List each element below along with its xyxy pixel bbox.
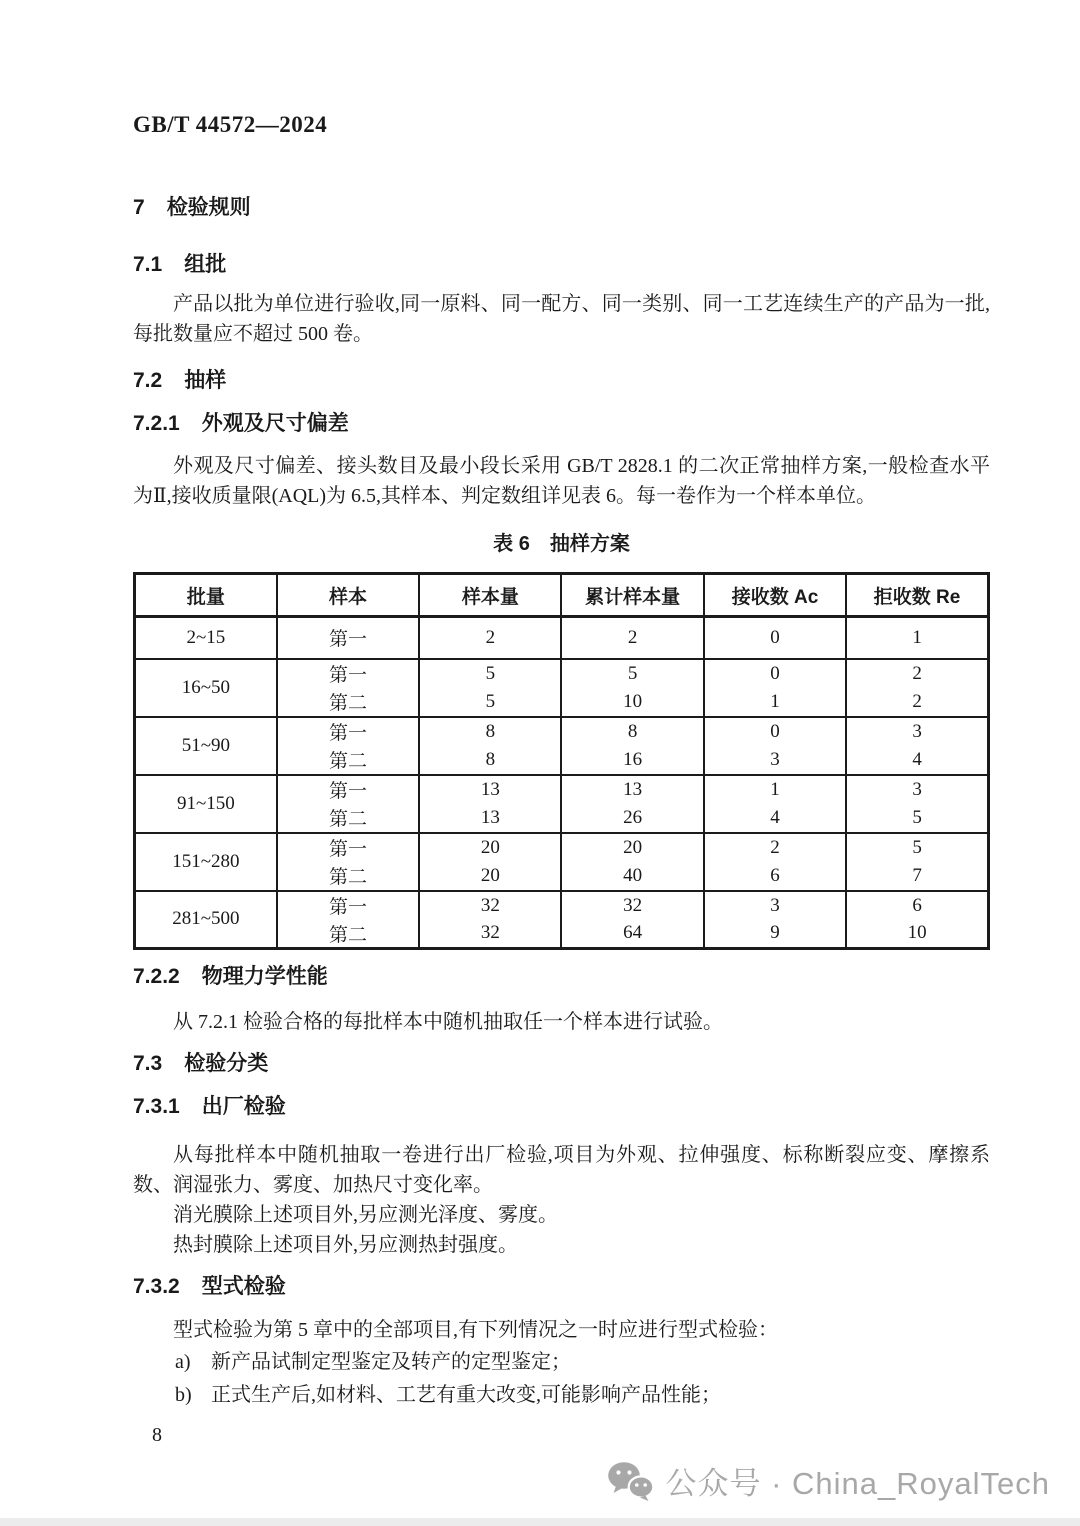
sample-cell: 第二 [277,862,419,891]
batch-cell: 16~50 [135,659,277,717]
sampling-plan-table [133,572,990,950]
ac-cell: 9 [704,920,846,949]
table-header-cell: 样本 [277,574,419,617]
section-title: 组批 [184,253,227,276]
re-cell: 5 [846,833,988,862]
list-item-a [133,1347,1032,1377]
size-cell: 32 [419,920,561,949]
sample-cell: 第一 [277,891,419,920]
re-cell: 6 [846,891,988,920]
list-item-text: 正式生产后,如材料、工艺有重大改变,可能影响产品性能； [211,1384,721,1406]
cum-cell: 13 [561,775,703,804]
ac-cell: 6 [704,862,846,891]
size-cell: 20 [419,862,561,891]
bottom-strip [0,1518,1080,1526]
sample-cell: 第二 [277,920,419,949]
paragraph-7-2-2: 从 7.2.1 检验合格的每批样本中随机抽取任一个样本进行试验。 [173,1011,723,1033]
section-7-2-heading [133,367,990,395]
section-7-3-2-heading [133,1273,990,1301]
table-row [135,717,989,746]
size-cell: 5 [419,688,561,717]
watermark-text: 公众号 · China_RoyalTech [665,1466,1050,1501]
paragraph-heatseal-film: 热封膜除上述项目外,另应测热封强度。 [173,1234,518,1256]
section-7-1-heading [133,251,990,279]
cum-cell: 5 [561,659,703,688]
ac-cell: 1 [704,688,846,717]
cum-cell: 32 [561,891,703,920]
section-number: 7.3 [133,1052,163,1075]
cum-cell: 20 [561,833,703,862]
table-6-caption: 表 6 抽样方案 [493,533,630,555]
ac-cell: 0 [704,659,846,688]
table-header-row [135,574,989,617]
paragraph-7-3-1: 从每批样本中随机抽取一卷进行出厂检验,项目为外观、拉伸强度、标称断裂应变、摩擦系数、润湿张力、雾度、加热尺寸变化率。 [133,1144,990,1196]
size-cell: 13 [419,804,561,833]
section-title: 外观及尺寸偏差 [201,412,349,435]
re-cell: 5 [846,804,988,833]
wechat-icon [607,1461,655,1501]
sample-cell: 第一 [277,717,419,746]
batch-cell: 281~500 [135,891,277,949]
sample-cell: 第二 [277,804,419,833]
sample-cell: 第一 [277,617,419,659]
section-7-2-2-heading [133,963,990,991]
sample-cell: 第一 [277,775,419,804]
paragraph-matte-film: 消光膜除上述项目外,另应测光泽度、雾度。 [173,1204,558,1226]
cum-cell: 64 [561,920,703,949]
table-header-cell: 批量 [135,574,277,617]
table-header-cell: 拒收数 Re [846,574,988,617]
size-cell: 20 [419,833,561,862]
cum-cell: 8 [561,717,703,746]
re-cell: 3 [846,717,988,746]
re-cell: 2 [846,659,988,688]
list-item-b [133,1380,1032,1410]
section-7-3-1-heading [133,1093,990,1121]
list-item-text: 新产品试制定型鉴定及转产的定型鉴定； [211,1351,571,1373]
ac-cell: 3 [704,746,846,775]
re-cell: 4 [846,746,988,775]
section-number: 7 [133,196,145,219]
ac-cell: 1 [704,775,846,804]
cum-cell: 10 [561,688,703,717]
cum-cell: 40 [561,862,703,891]
table-row [135,891,989,920]
section-title: 出厂检验 [201,1095,286,1118]
re-cell: 2 [846,688,988,717]
section-7-heading [133,194,990,222]
section-number: 7.3.1 [133,1095,180,1118]
table-row [135,617,989,659]
table-row [135,659,989,688]
list-item-label: a) [175,1351,191,1373]
table-row [135,775,989,804]
re-cell: 7 [846,862,988,891]
re-cell: 1 [846,617,988,659]
paragraph-7-3-1-block [133,1140,990,1260]
size-cell: 32 [419,891,561,920]
cum-cell: 16 [561,746,703,775]
table-header-cell: 接收数 Ac [704,574,846,617]
re-cell: 10 [846,920,988,949]
paragraph-7-1: 产品以批为单位进行验收,同一原料、同一配方、同一类别、同一工艺连续生产的产品为一批,每批数量应不超过 500 卷。 [133,293,990,345]
ac-cell: 0 [704,717,846,746]
re-cell: 3 [846,775,988,804]
watermark [607,1458,1050,1503]
ac-cell: 4 [704,804,846,833]
section-number: 7.1 [133,253,163,276]
size-cell: 8 [419,746,561,775]
batch-cell: 91~150 [135,775,277,833]
sample-cell: 第一 [277,659,419,688]
section-title: 型式检验 [201,1275,286,1298]
ac-cell: 2 [704,833,846,862]
table-header-cell: 累计样本量 [561,574,703,617]
section-number: 7.3.2 [133,1275,180,1298]
section-number: 7.2.2 [133,965,180,988]
standard-number: GB/T 44572—2024 [133,112,328,137]
size-cell: 5 [419,659,561,688]
table-row [135,833,989,862]
cum-cell: 2 [561,617,703,659]
batch-cell: 51~90 [135,717,277,775]
ac-cell: 3 [704,891,846,920]
section-number: 7.2 [133,369,163,392]
ac-cell: 0 [704,617,846,659]
paragraph-7-3-2: 型式检验为第 5 章中的全部项目,有下列情况之一时应进行型式检验： [173,1319,778,1341]
section-title: 检验规则 [166,196,251,219]
page-number: 8 [152,1424,162,1446]
sample-cell: 第二 [277,688,419,717]
sample-cell: 第二 [277,746,419,775]
section-7-3-heading [133,1050,990,1078]
list-item-label: b) [175,1384,192,1406]
section-title: 检验分类 [184,1052,269,1075]
section-title: 物理力学性能 [201,965,328,988]
section-number: 7.2.1 [133,412,180,435]
size-cell: 2 [419,617,561,659]
cum-cell: 26 [561,804,703,833]
sample-cell: 第一 [277,833,419,862]
batch-cell: 151~280 [135,833,277,891]
size-cell: 13 [419,775,561,804]
section-7-2-1-heading [133,410,990,438]
batch-cell: 2~15 [135,617,277,659]
table-header-cell: 样本量 [419,574,561,617]
size-cell: 8 [419,717,561,746]
paragraph-7-2-1: 外观及尺寸偏差、接头数目及最小段长采用 GB/T 2828.1 的二次正常抽样方案,一般检查水平为Ⅱ,接收质量限(AQL)为 6.5,其样本、判定数组详见表 6。每一卷作为一个样本单位。 [133,455,990,507]
section-title: 抽样 [184,369,227,392]
sampling-table-body [135,617,989,949]
